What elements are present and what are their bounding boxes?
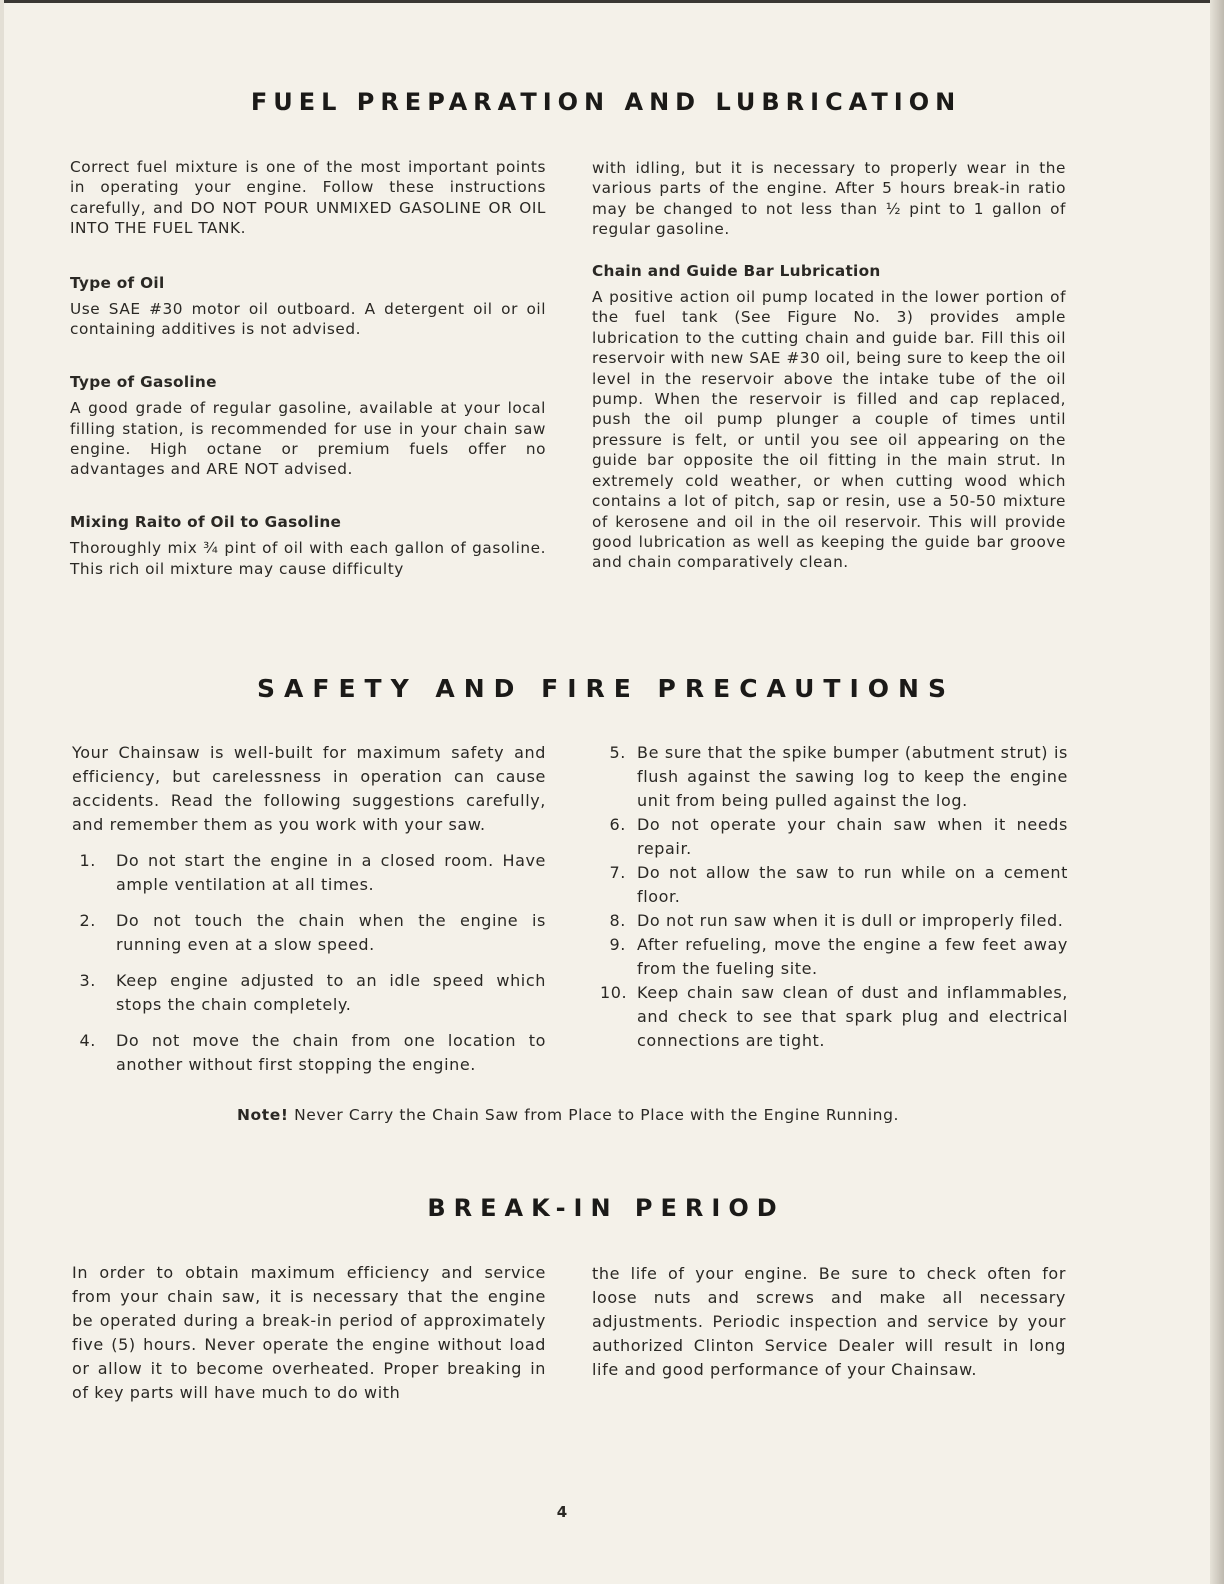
mixing-ratio-title: Mixing Raito of Oil to Gasoline: [70, 512, 342, 531]
safety-item-text: After refueling, move the engine a few feet away from the fueling site.: [637, 935, 1068, 978]
safety-item: [72, 1029, 546, 1077]
type-of-oil-text: Use SAE #30 motor oil outboard. A detergent oil or oil containing additives is not advised.: [70, 300, 546, 339]
chain-lubrication-text: A positive action oil pump located in the lower portion of the fuel tank (See Figure No. 3) provides ample lubrication to the cutting chain and guide bar. Fill this oil reservoir with new SAE #30 oil, being sure to keep the oil level in the reservoir above the intake tube of the oil pump. When the reservoir is filled and cap replaced, push the oil pump plunger a couple of times until pressure is felt, or until you see oil appearing on the guide bar opposite the oil fitting in the main strut. In extremely cold weather, or when cutting wood which contains a lot of pitch, sap or resin, use a 50-50 mixture of kerosene and oil in the oil reservoir. This will provide good lubrication as well as keeping the guide bar groove and chain comparatively clean.: [592, 288, 1066, 572]
note-text: Never Carry the Chain Saw from Place to Place with the Engine Running.: [294, 1106, 900, 1124]
safety-item-number: 10.: [600, 983, 628, 1002]
safety-item-number: 6.: [609, 815, 626, 834]
safety-item-text: Do not allow the saw to run while on a cement floor.: [637, 863, 1068, 906]
safety-right-column: [600, 741, 1068, 1053]
safety-item-number: 7.: [609, 863, 626, 882]
safety-item-text: Do not operate your chain saw when it needs repair.: [637, 815, 1068, 858]
safety-item: [72, 849, 546, 897]
safety-item: [600, 909, 1068, 933]
safety-item: [72, 909, 546, 957]
page-right-edge: [1210, 0, 1224, 1584]
safety-item: [600, 813, 1068, 861]
breakin-text-left: In order to obtain maximum efficiency and service from your chain saw, it is necessary that the engine be operated during a break-in period of approximately five (5) hours. Never operate the engine without load or allow it to become overheated. Proper breaking in of key parts will have much to do with: [72, 1263, 546, 1402]
page-top-edge: [0, 0, 1224, 3]
safety-note: [0, 1106, 1136, 1124]
safety-item-number: 2.: [79, 911, 96, 930]
type-of-gasoline-text: A good grade of regular gasoline, available at your local filling station, is recommended for use in your chain saw engine. High octane or premium fuels offer no advantages and ARE NOT advised.: [70, 399, 546, 479]
safety-item-text: Keep engine adjusted to an idle speed which stops the chain completely.: [116, 971, 546, 1014]
safety-item: [600, 861, 1068, 909]
safety-item-text: Do not run saw when it is dull or improperly filed.: [637, 911, 1064, 930]
safety-item-number: 9.: [609, 935, 626, 954]
chain-lubrication-title: Chain and Guide Bar Lubrication: [592, 261, 881, 280]
breakin-section-heading: BREAK-IN PERIOD: [427, 1194, 785, 1222]
safety-item-number: 1.: [79, 851, 96, 870]
safety-intro: Your Chainsaw is well-built for maximum safety and efficiency, but carelessness in operation can cause accidents. Read the following suggestions carefully, and remember them as you work with your saw.: [72, 743, 546, 834]
safety-item-number: 5.: [609, 743, 626, 762]
safety-item-text: Do not move the chain from one location to another without first stopping the engine.: [116, 1031, 546, 1074]
safety-item-text: Do not start the engine in a closed room. Have ample ventilation at all times.: [116, 851, 546, 894]
safety-item: [600, 981, 1068, 1053]
safety-item-text: Do not touch the chain when the engine is running even at a slow speed.: [116, 911, 546, 954]
fuel-right-column: [592, 158, 1066, 573]
mixing-ratio-text: Thoroughly mix ¾ pint of oil with each gallon of gasoline. This rich oil mixture may cause difficulty: [70, 539, 546, 578]
safety-item-number: 3.: [79, 971, 96, 990]
safety-left-column: [72, 741, 546, 1089]
safety-item: [600, 933, 1068, 981]
safety-item-number: 8.: [609, 911, 626, 930]
safety-item-text: Keep chain saw clean of dust and inflammables, and check to see that spark plug and electrical connections are tight.: [637, 983, 1068, 1050]
page-number: 4: [556, 1503, 568, 1521]
fuel-left-column: [70, 157, 546, 579]
safety-section-heading: SAFETY AND FIRE PRECAUTIONS: [257, 674, 955, 703]
type-of-oil-title: Type of Oil: [70, 273, 165, 292]
breakin-left-column: [72, 1261, 546, 1405]
safety-item-text: Be sure that the spike bumper (abutment strut) is flush against the sawing log to keep the engine unit from being pulled against the log.: [637, 743, 1068, 810]
safety-item: [72, 969, 546, 1017]
mixing-ratio-continued: with idling, but it is necessary to properly wear in the various parts of the engine. After 5 hours break-in ratio may be changed to not less than ½ pint to 1 gallon of regular gasoline.: [592, 159, 1066, 239]
breakin-text-right: the life of your engine. Be sure to check often for loose nuts and screws and make all necessary adjustments. Periodic inspection and service by your authorized Clinton Service Dealer will result in long life and good performance of your Chainsaw.: [592, 1264, 1066, 1379]
type-of-gasoline-title: Type of Gasoline: [70, 372, 217, 391]
fuel-section-heading: FUEL PREPARATION AND LUBRICATION: [250, 88, 962, 116]
page-left-edge: [0, 0, 4, 1584]
breakin-right-column: [592, 1262, 1066, 1382]
safety-item: [600, 741, 1068, 813]
safety-item-number: 4.: [79, 1031, 96, 1050]
note-label: Note!: [236, 1106, 289, 1124]
fuel-intro: Correct fuel mixture is one of the most important points in operating your engine. Follow these instructions carefully, and DO NOT POUR UNMIXED GASOLINE OR OIL INTO THE FUEL TANK.: [70, 158, 546, 238]
